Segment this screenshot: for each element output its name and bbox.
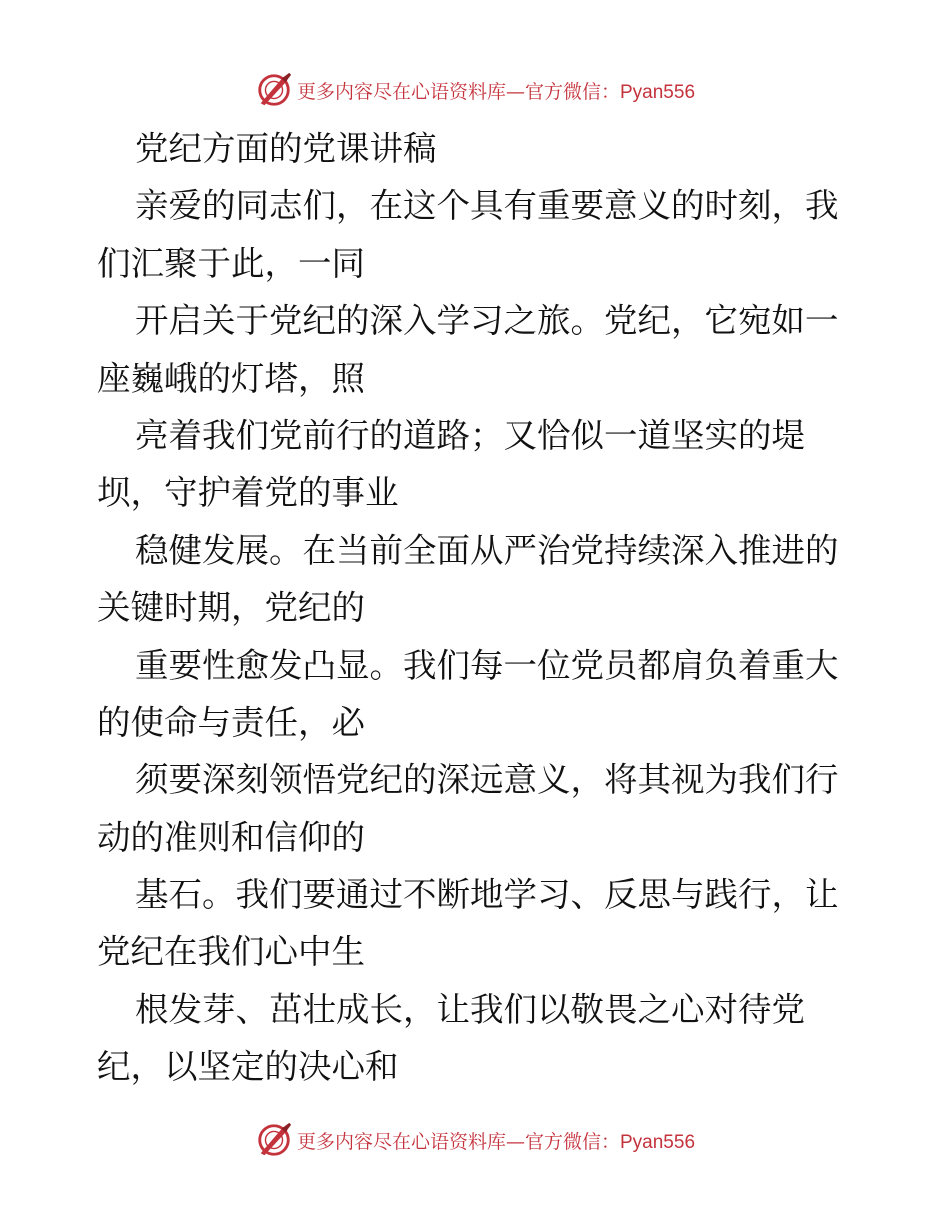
paragraph-line: 稳健发展。在当前全面从严治党持续深入推进的 xyxy=(135,530,839,570)
paragraph-line: 开启关于党纪的深入学习之旅。党纪，它宛如一 xyxy=(135,301,839,341)
paragraph-line: 亮着我们党前行的道路；又恰似一道坚实的堤 xyxy=(135,415,805,455)
watermark-dash: — xyxy=(505,80,525,103)
paragraph-line: 须要深刻领悟党纪的深远意义，将其视为我们行 xyxy=(135,760,839,800)
quill-pen-logo-icon xyxy=(255,1121,293,1159)
paragraph-line: 基石。我们要通过不断地学习、反思与践行，让 xyxy=(135,875,839,915)
watermark-wechat-id: Pyan556 xyxy=(620,81,696,103)
watermark-site-text: 更多内容尽在心语资料库 xyxy=(296,80,506,103)
paragraph-line: 亲爱的同志们，在这个具有重要意义的时刻，我 xyxy=(135,186,839,226)
document-body xyxy=(97,120,857,1096)
header-watermark xyxy=(0,70,950,110)
document-title: 党纪方面的党课讲稿 xyxy=(135,129,437,168)
footer-watermark xyxy=(0,1120,950,1160)
paragraph-line: 座巍峨的灯塔，照 xyxy=(97,358,365,398)
paragraph-line: 纪，以坚定的决心和 xyxy=(97,1047,399,1087)
paragraph-line: 们汇聚于此，一同 xyxy=(97,243,365,283)
watermark-dash: — xyxy=(505,1130,525,1153)
watermark-group xyxy=(255,1121,695,1159)
watermark-site-text: 更多内容尽在心语资料库 xyxy=(296,1130,506,1153)
watermark-text xyxy=(297,77,695,104)
watermark-wechat-label: 官方微信： xyxy=(524,1130,620,1153)
paragraph-line: 关键时期，党纪的 xyxy=(97,588,365,628)
watermark-text xyxy=(297,1127,695,1154)
paragraph-line: 根发芽、茁壮成长，让我们以敬畏之心对待党 xyxy=(135,989,805,1029)
paragraph-line: 重要性愈发凸显。我们每一位党员都肩负着重大 xyxy=(135,645,839,685)
paragraph-line: 坝，守护着党的事业 xyxy=(97,473,399,513)
paragraph-line: 党纪在我们心中生 xyxy=(97,932,365,972)
watermark-group xyxy=(255,71,695,109)
paragraph-line: 的使命与责任，必 xyxy=(97,702,365,742)
watermark-wechat-label: 官方微信： xyxy=(524,80,620,103)
paragraph-line: 动的准则和信仰的 xyxy=(97,817,365,857)
watermark-wechat-id: Pyan556 xyxy=(620,1131,696,1153)
quill-pen-logo-icon xyxy=(255,71,293,109)
